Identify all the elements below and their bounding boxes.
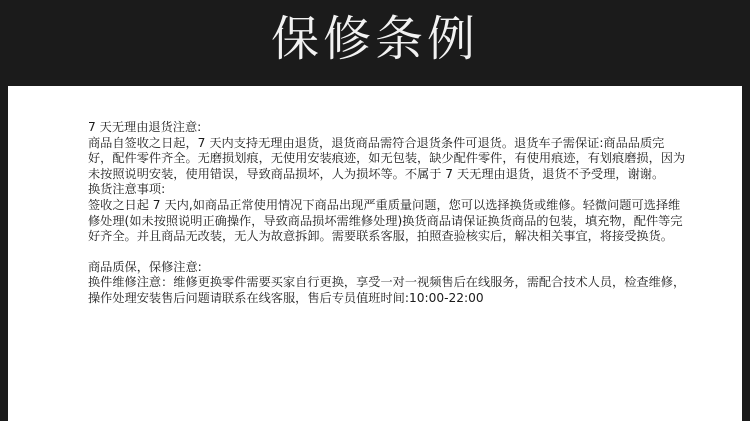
section-heading: 换货注意事项:	[88, 182, 166, 197]
page-title: 保修条例	[270, 11, 479, 67]
section-heading: 7 天无理由退货注意:	[88, 120, 202, 134]
section-exchange-policy	[88, 182, 688, 244]
section-spacer	[88, 245, 724, 260]
section-body: 换件维修注意：维修更换零件需要买家自行更换，享受一对一视频售后在线服务，需配合技术人员，检查维修，操作处理安装售后问题请联系在线客服，售后专员值班时间:10:00-22:00	[88, 275, 686, 305]
section-body: 商品自签收之日起，7 天内支持无理由退货，退货商品需符合退货条件可退货。退货车子需保证:商品品质完好，配件零件齐全。无磨损划痕，无使用安装痕迹，如无包装，缺少配件零件，有使用痕迹，有划痕磨损，因为未按照说明安装，使用错误，导致商品损坏，人为损坏等。不属于 7 天无理由退货，退货不予受理，谢谢。	[88, 135, 686, 181]
section-body: 签收之日起 7 天内,如商品正常使用情况下商品出现严重质量问题，您可以选择换货或维修。轻微问题可选择维修处理(如未按照说明正确操作，导致商品损坏需维修处理)换货商品请保证换货商品的包装，填充物，配件等完好齐全。并且商品无改装，无人为故意拆卸。需要联系客服，拍照查验核实后，解决相关事宜，将接受换货。	[88, 197, 683, 244]
warranty-document	[8, 86, 742, 421]
section-return-policy	[88, 120, 688, 182]
section-heading: 商品质保，保修注意:	[88, 259, 202, 274]
section-warranty-policy	[88, 260, 688, 307]
